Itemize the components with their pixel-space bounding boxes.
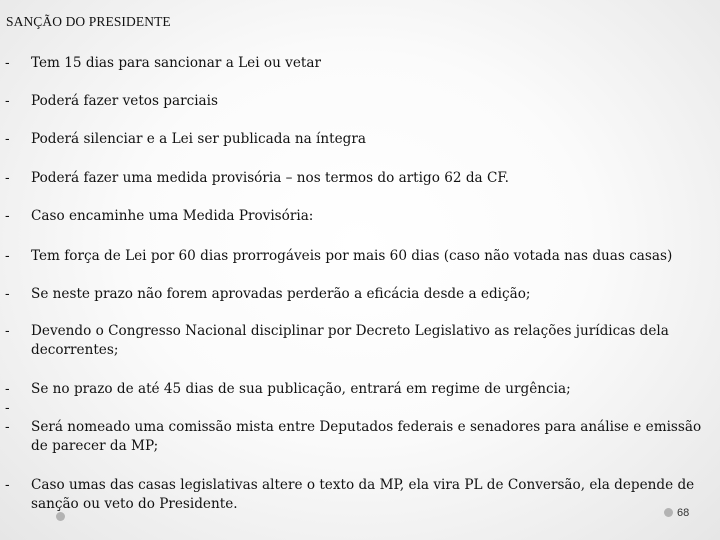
page-number: 68 (677, 507, 690, 519)
bullet-text: Devendo o Congresso Nacional disciplinar por Decreto Legislativo as relações jurídicas dela decorrentes; (31, 323, 669, 358)
bullet-dash: - (5, 286, 10, 302)
decorative-dot (56, 512, 65, 521)
bullet-text: Se no prazo de até 45 dias de sua publicação, entrará em regime de urgência; (31, 381, 571, 397)
bullet-text: Tem 15 dias para sancionar a Lei ou vetar (31, 55, 321, 71)
bullet-dash: - (5, 208, 10, 224)
bullet-dash: - (5, 381, 10, 397)
bullet-dash: - (5, 248, 10, 264)
bullet-dash: - (5, 55, 10, 71)
bullet-text: Poderá fazer uma medida provisória – nos termos do artigo 62 da CF. (31, 170, 509, 186)
bullet-text: Se neste prazo não forem aprovadas perderão a eficácia desde a edição; (31, 286, 531, 302)
slide-title: SANÇÃO DO PRESIDENTE (6, 14, 171, 29)
bullet-dash: - (5, 170, 10, 186)
bullet-dash: - (5, 131, 10, 147)
bullet-dash: - (5, 323, 10, 339)
bullet-dash: - (5, 477, 10, 493)
bullet-dash: - (5, 93, 10, 109)
bullet-text: Caso umas das casas legislativas altere o texto da MP, ela vira PL de Conversão, ela depende de sanção ou veto do Presidente. (31, 477, 695, 512)
bullet-text: Será nomeado uma comissão mista entre Deputados federais e senadores para análise e emissão de parecer da MP; (31, 419, 702, 454)
bullet-text: Caso encaminhe uma Medida Provisória: (31, 208, 314, 224)
bullet-text: Tem força de Lei por 60 dias prorrogáveis por mais 60 dias (caso não votada nas duas casas) (31, 248, 673, 264)
bullet-text: Poderá silenciar e a Lei ser publicada na íntegra (31, 131, 366, 147)
bullet-dash: - (5, 400, 10, 416)
bullet-dash: - (5, 419, 10, 435)
bullet-text: Poderá fazer vetos parciais (31, 93, 218, 109)
decorative-dot (664, 508, 673, 517)
